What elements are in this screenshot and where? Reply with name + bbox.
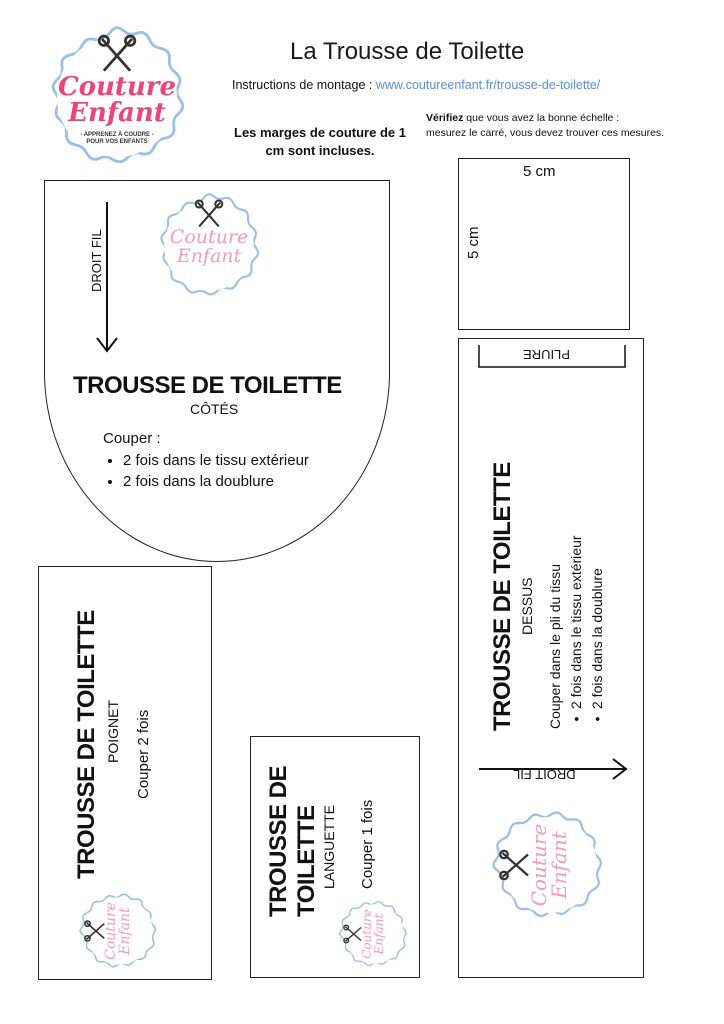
- languette-logo: [337, 897, 411, 971]
- logo-tagline2: POUR VOS ENFANTS: [86, 139, 148, 145]
- dessus-cut-block: [545, 535, 608, 729]
- logo-text-line1: Couture: [57, 72, 177, 102]
- piece-dessus: [458, 338, 644, 978]
- verify-bold: Vérifiez: [426, 112, 464, 124]
- poignet-title: TROUSSE DE TOILETTE: [73, 610, 100, 879]
- piece-cotes: [44, 180, 390, 562]
- logo-text-line1: Couture: [360, 909, 374, 959]
- logo-tagline1: - APPRENEZ À COUDRE -: [80, 132, 154, 138]
- scale-width-label: 5 cm: [523, 163, 556, 180]
- logo-text-line2: Enfant: [117, 907, 133, 955]
- cotes-cut-label: Couper :: [103, 430, 161, 447]
- page-title: La Trousse de Toilette: [290, 38, 525, 65]
- scale-square: [458, 158, 630, 330]
- logo-text-line1: Couture: [103, 902, 119, 960]
- languette-subtitle: LANGUETTE: [321, 804, 337, 889]
- dessus-title: TROUSSE DE TOILETTE: [489, 462, 516, 731]
- logo-text-line2: Enfant: [547, 831, 571, 899]
- scale-verify-note: [426, 111, 664, 141]
- verify-text2: mesurez le carré, vous devez trouver ces mesures.: [426, 127, 665, 139]
- dessus-logo: [489, 805, 609, 925]
- cotes-logo: [153, 190, 265, 302]
- poignet-logo: [77, 889, 161, 973]
- poignet-subtitle: POIGNET: [105, 699, 121, 763]
- logo-text-line2: Enfant: [372, 913, 386, 955]
- dessus-cut-item: 2 fois dans la doublure: [589, 568, 605, 709]
- seam-allowance-note: Les marges de couture de 1 cm sont incluses.: [234, 125, 406, 158]
- verify-text: que vous avez la bonne échelle :: [463, 112, 620, 124]
- logo-text-line1: Couture: [527, 823, 551, 907]
- dessus-cut-item: 2 fois dans le tissu extérieur: [568, 535, 584, 709]
- languette-title-line2: TOILETTE: [293, 805, 320, 917]
- dessus-grain-label: DROIT FIL: [513, 767, 576, 782]
- list-item: • 2 fois dans la doublure: [123, 471, 309, 492]
- piece-poignet: [38, 566, 212, 980]
- poignet-cut: Couper 2 fois: [135, 709, 152, 799]
- logo-header: [42, 22, 192, 172]
- instructions-label: Instructions de montage :: [232, 78, 376, 92]
- logo-text-line2: Enfant: [68, 98, 166, 128]
- logo-text-line1: Couture: [169, 226, 249, 248]
- scale-height-label: 5 cm: [465, 226, 482, 259]
- cotes-title: TROUSSE DE TOILETTE: [73, 372, 342, 399]
- piece-languette: [250, 736, 420, 978]
- list-item: •2 fois dans la doublure: [589, 568, 605, 722]
- list-item: • 2 fois dans le tissu extérieur: [123, 450, 309, 471]
- instructions-link[interactable]: www.coutureenfant.fr/trousse-de-toilette/: [375, 78, 601, 92]
- languette-title-line1: TROUSSE DE: [265, 765, 292, 917]
- cotes-subtitle: CÔTÉS: [190, 401, 239, 417]
- cotes-cut-list: [103, 450, 309, 492]
- cotes-grain-label: DROIT FIL: [89, 229, 104, 292]
- instructions-line: [232, 78, 600, 92]
- grain-arrow-down-icon: [95, 202, 119, 354]
- dessus-subtitle: DESSUS: [519, 577, 535, 635]
- dessus-cut-label: Couper dans le pli du tissu: [547, 564, 563, 729]
- logo-text-line2: Enfant: [176, 245, 242, 267]
- languette-title: [265, 766, 321, 917]
- languette-cut: Couper 1 fois: [359, 799, 376, 889]
- dessus-fold-label: PLIURE: [523, 347, 570, 362]
- list-item: •2 fois dans le tissu extérieur: [568, 535, 584, 722]
